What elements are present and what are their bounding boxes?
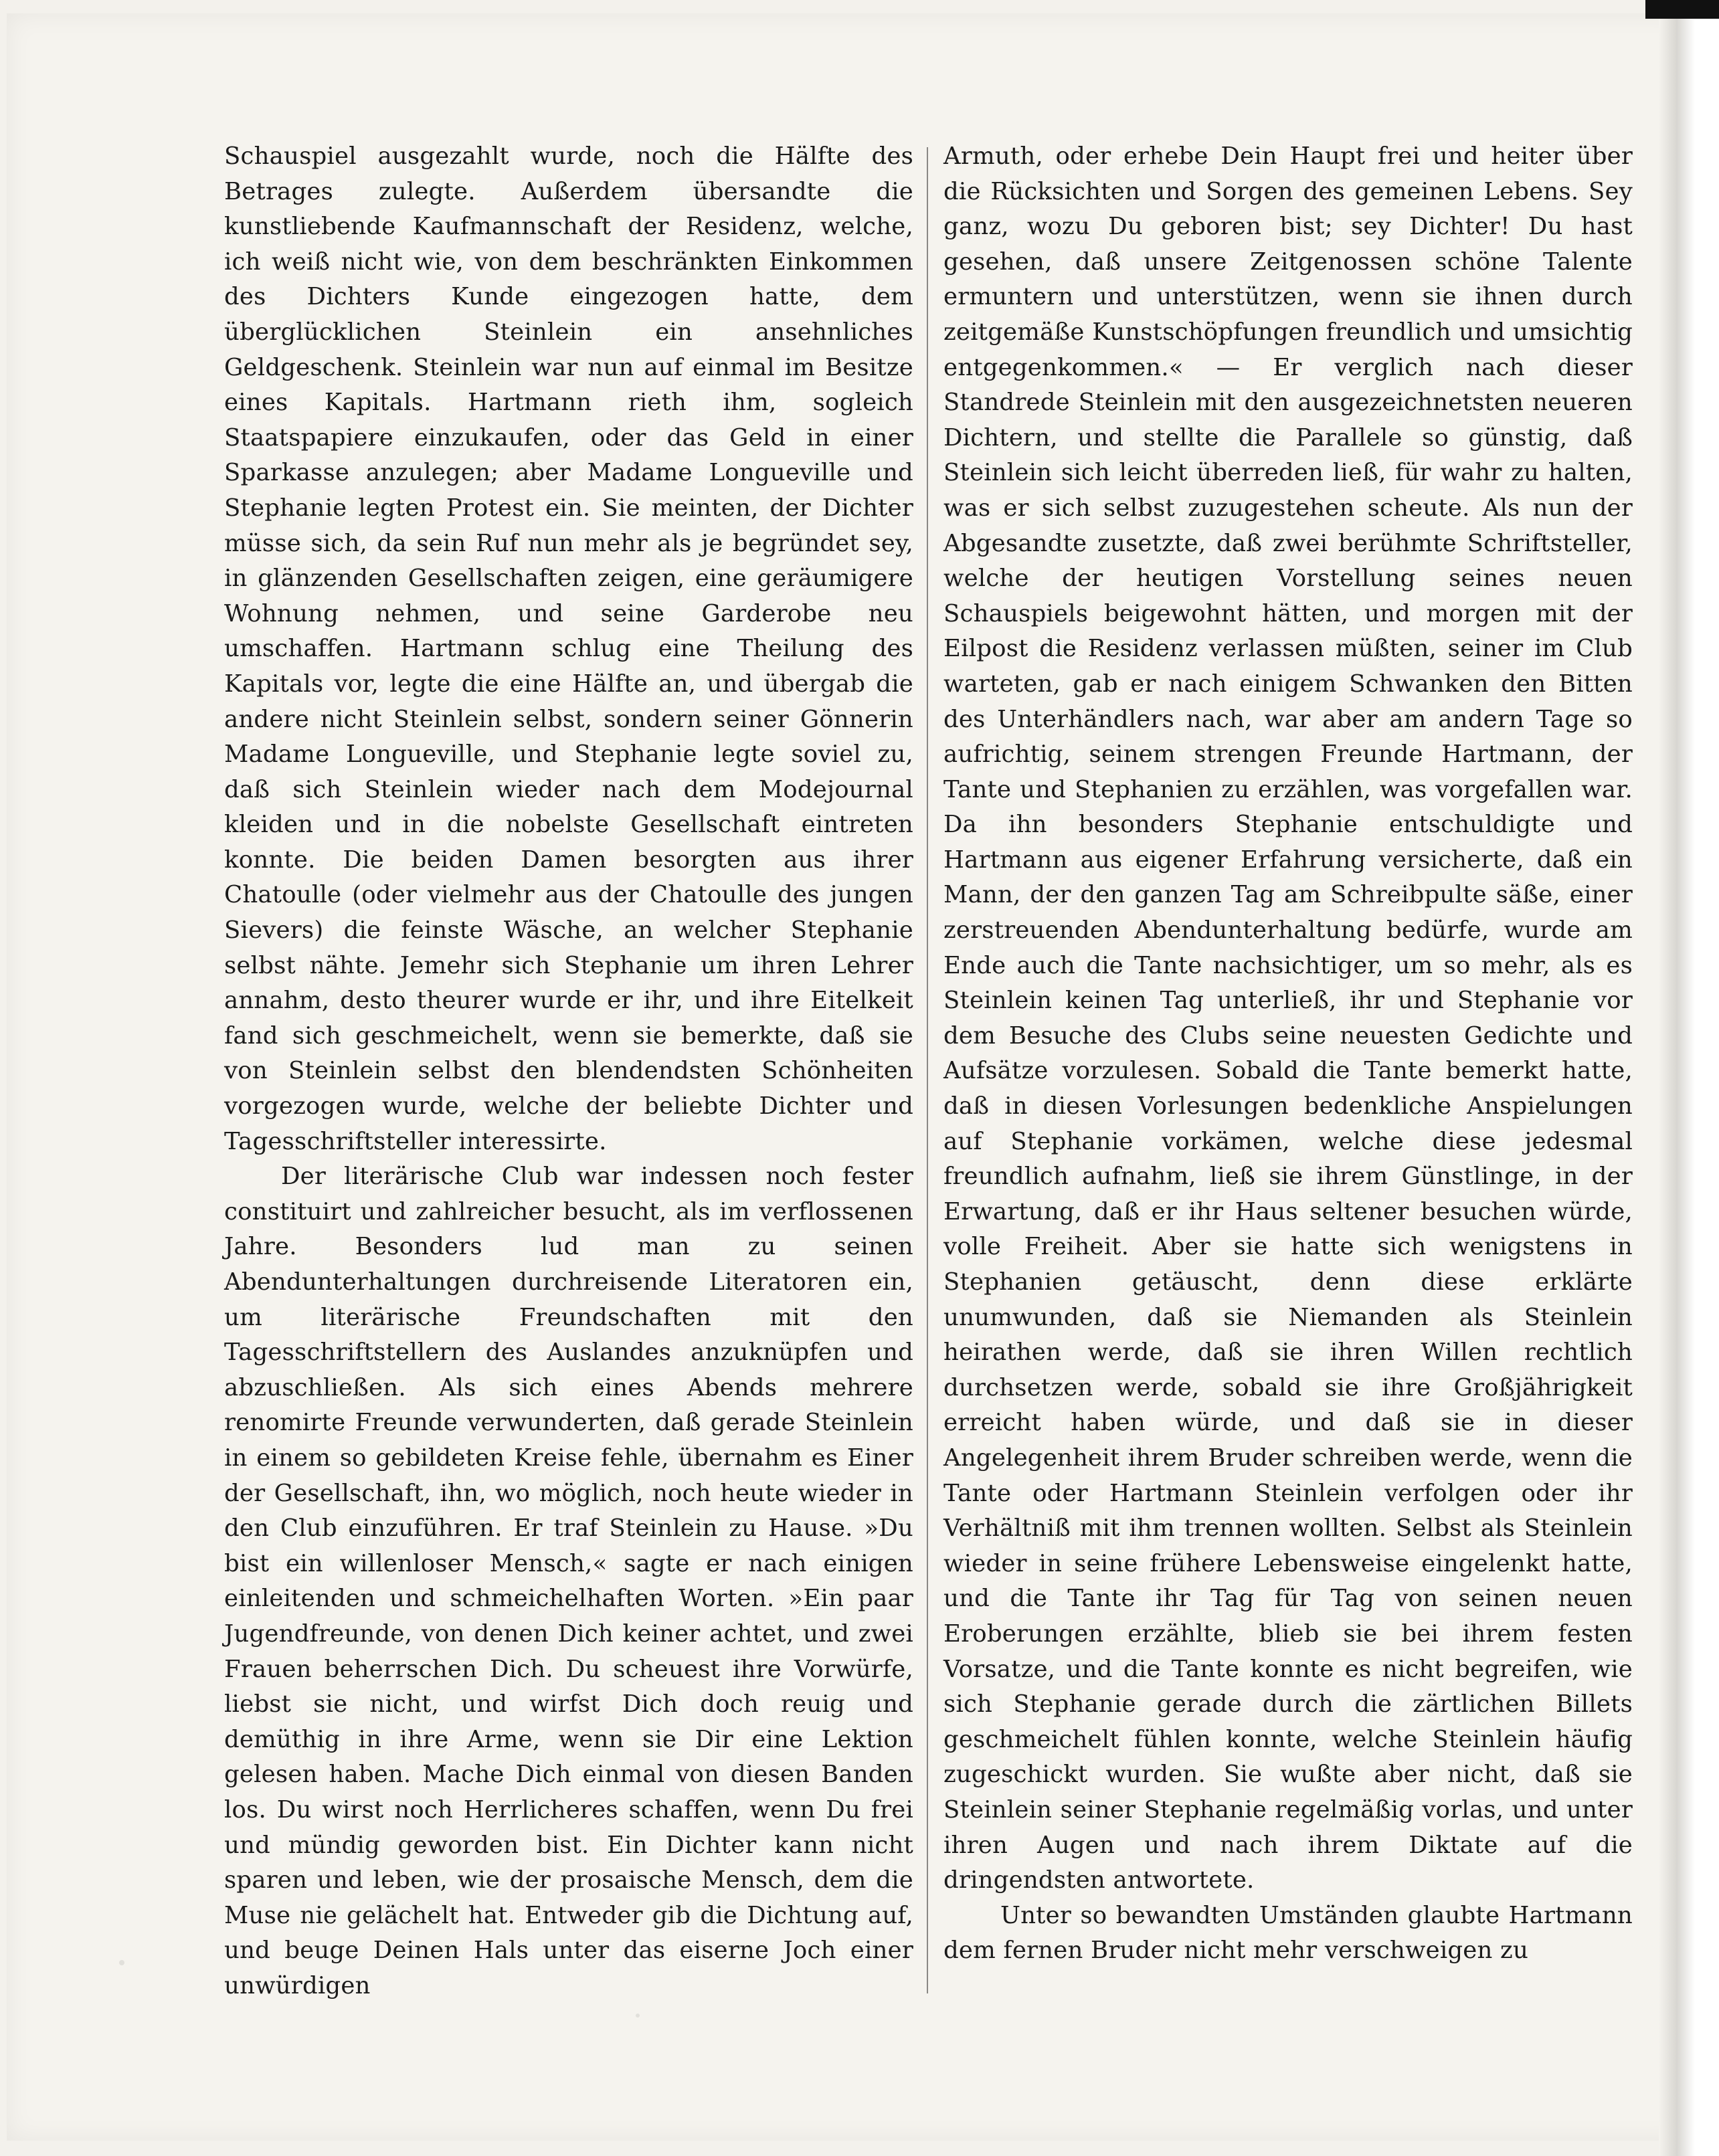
binding-edge: [1659, 0, 1719, 2156]
ink-smudge: [636, 2014, 640, 2018]
paragraph: Unter so bewandten Umständen glaubte Hartmann dem fernen Bruder nicht mehr verschweigen zu: [943, 1901, 1633, 1965]
paragraph: Schauspiel ausgezahlt wurde, noch die Hälfte des Betrages zulegte. Außerdem übersandte die kunstliebende Kaufmannschaft der Residenz, welche, ich weiß nicht wie, von dem beschränkten Einkommen des Dichters Kunde eingezogen hatte, dem überglücklichen Steinlein ein ansehnliches Geldgeschenk. Steinlein war nun auf einmal im Besitze eines Kapitals. Hartmann rieth ihm, sogleich Staatspapiere einzukaufen, oder das Geld in einer Sparkasse anzulegen; aber Madame Longueville und Stephanie legten Protest ein. Sie meinten, der Dichter müsse sich, da sein Ruf nun mehr als je begründet sey, in glänzenden Gesellschaften zeigen, eine geräumigere Wohnung nehmen, und seine Garderobe neu umschaffen. Hartmann schlug eine Theilung des Kapitals vor, legte die eine Hälfte an, und übergab die andere nicht Steinlein selbst, sondern seiner Gönnerin Madame Longueville, und Stephanie legte soviel zu, daß sich Steinlein wieder nach dem Modejournal kleiden und in die nobelste Gesellschaft eintreten konnte. Die beiden Damen besorgten aus ihrer Chatoulle (oder vielmehr aus der Chatoulle des jungen Sievers) die feinste Wäsche, an welcher Stephanie selbst nähte. Jemehr sich Stephanie um ihren Lehrer annahm, desto theurer wurde er ihr, und ihre Eitelkeit fand sich geschmeichelt, wenn sie bemerkte, daß sie von Steinlein selbst den blendendsten Schönheiten vorgezogen wurde, welche der beliebte Dichter und Tagesschriftsteller interessirte.: [224, 142, 913, 1155]
paragraph: Der literärische Club war indessen noch fester constituirt und zahlreicher besucht, als im verflossenen Jahre. Besonders lud man zu seinen Abendunterhaltungen durchreisende Literatoren ein, um literärische Freundschaften mit den Tagesschriftstellern des Auslandes anzuknüpfen und abzuschließen. Als sich eines Abends mehrere renomirte Freunde verwunderten, daß gerade Steinlein in einem so gebildeten Kreise fehle, übernahm es Einer der Gesellschaft, ihn, wo möglich, noch heute wieder in den Club einzuführen. Er traf Steinlein zu Hause. »Du bist ein willenloser Mensch,« sagte er nach einigen einleitenden und schmeichelhaften Worten. »Ein paar Jugendfreunde, von denen Dich keiner achtet, und zwei Frauen beherrschen Dich. Du scheuest ihre Vorwürfe, liebst sie nicht, und wirfst Dich doch reuig und demüthig in ihre Arme, wenn sie Dir eine Lektion gelesen haben. Mache Dich einmal von diesen Banden los. Du wirst noch Herrlicheres schaffen, wenn Du frei und mündig geworden bist. Ein Dichter kann nicht sparen und leben, wie der prosaische Mensch, dem die Muse nie gelächelt hat. Entweder gib die Dichtung auf, und beuge Deinen Hals unter das eiserne Joch einer unwürdigen: [224, 1163, 913, 1999]
left-column: [224, 139, 913, 2003]
paragraph: Armuth, oder erhebe Dein Haupt frei und heiter über die Rücksichten und Sorgen des gemeinen Lebens. Sey ganz, wozu Du geboren bist; sey Dichter! Du hast gesehen, daß unsere Zeitgenossen schöne Talente ermuntern und unterstützen, wenn sie ihnen durch zeitgemäße Kunstschöpfungen freundlich und umsichtig entgegenkommen.« — Er verglich nach dieser Standrede Steinlein mit den ausgezeichnetsten neueren Dichtern, und stellte die Parallele so günstig, daß Steinlein sich leicht überreden ließ, für wahr zu halten, was er sich selbst zuzugestehen scheute. Als nun der Abgesandte zusetzte, daß zwei berühmte Schriftsteller, welche der heutigen Vorstellung seines neuen Schauspiels beigewohnt hätten, und morgen mit der Eilpost die Residenz verlassen müßten, seiner im Club warteten, gab er nach einigem Schwanken den Bitten des Unterhändlers nach, war aber am andern Tage so aufrichtig, seinem strengen Freunde Hartmann, der Tante und Stephanien zu erzählen, was vorgefallen war. Da ihn besonders Stephanie entschuldigte und Hartmann aus eigener Erfahrung versicherte, daß ein Mann, der den ganzen Tag am Schreibpulte säße, einer zerstreuenden Abendunterhaltung bedürfe, wurde am Ende auch die Tante nachsichtiger, um so mehr, als es Steinlein keinen Tag unterließ, ihr und Stephanie vor dem Besuche des Clubs seine neuesten Gedichte und Aufsätze vorzulesen. Sobald die Tante bemerkt hatte, daß in diesen Vorlesungen bedenkliche Anspielungen auf Stephanie vorkämen, welche diese jedesmal freundlich aufnahm, ließ sie ihrem Günstlinge, in der Erwartung, daß er ihr Haus seltener besuchen würde, volle Freiheit. Aber sie hatte sich wenigstens in Stephanien getäuscht, denn diese erklärte unumwunden, daß sie Niemanden als Steinlein heirathen werde, daß sie ihren Willen rechtlich durchsetzen werde, sobald sie ihre Großjährigkeit erreicht haben würde, und daß sie in dieser Angelegenheit ihrem Bruder schreiben werde, wenn die Tante oder Hartmann Steinlein verfolgen oder ihr Verhältniß mit ihm trennen wollten. Selbst als Steinlein wieder in seine frühere Lebensweise eingelenkt hatte, und die Tante ihr Tag für Tag von seinen neuen Eroberungen erzählte, blieb sie bei ihrem festen Vorsatze, und die Tante konnte es nicht begreifen, wie sich Stephanie gerade durch die zärtlichen Billets geschmeichelt fühlen konnte, welche Steinlein häufig zugeschickt wurden. Sie wußte aber nicht, daß sie Steinlein seiner Stephanie regelmäßig vorlas, und unter ihren Augen und nach ihrem Diktate auf die dringendsten antwortete.: [943, 142, 1633, 1894]
right-column: [943, 139, 1633, 1969]
corner-mark: [1645, 0, 1719, 19]
ink-smudge: [119, 1960, 124, 1965]
column-divider: [927, 147, 928, 1993]
